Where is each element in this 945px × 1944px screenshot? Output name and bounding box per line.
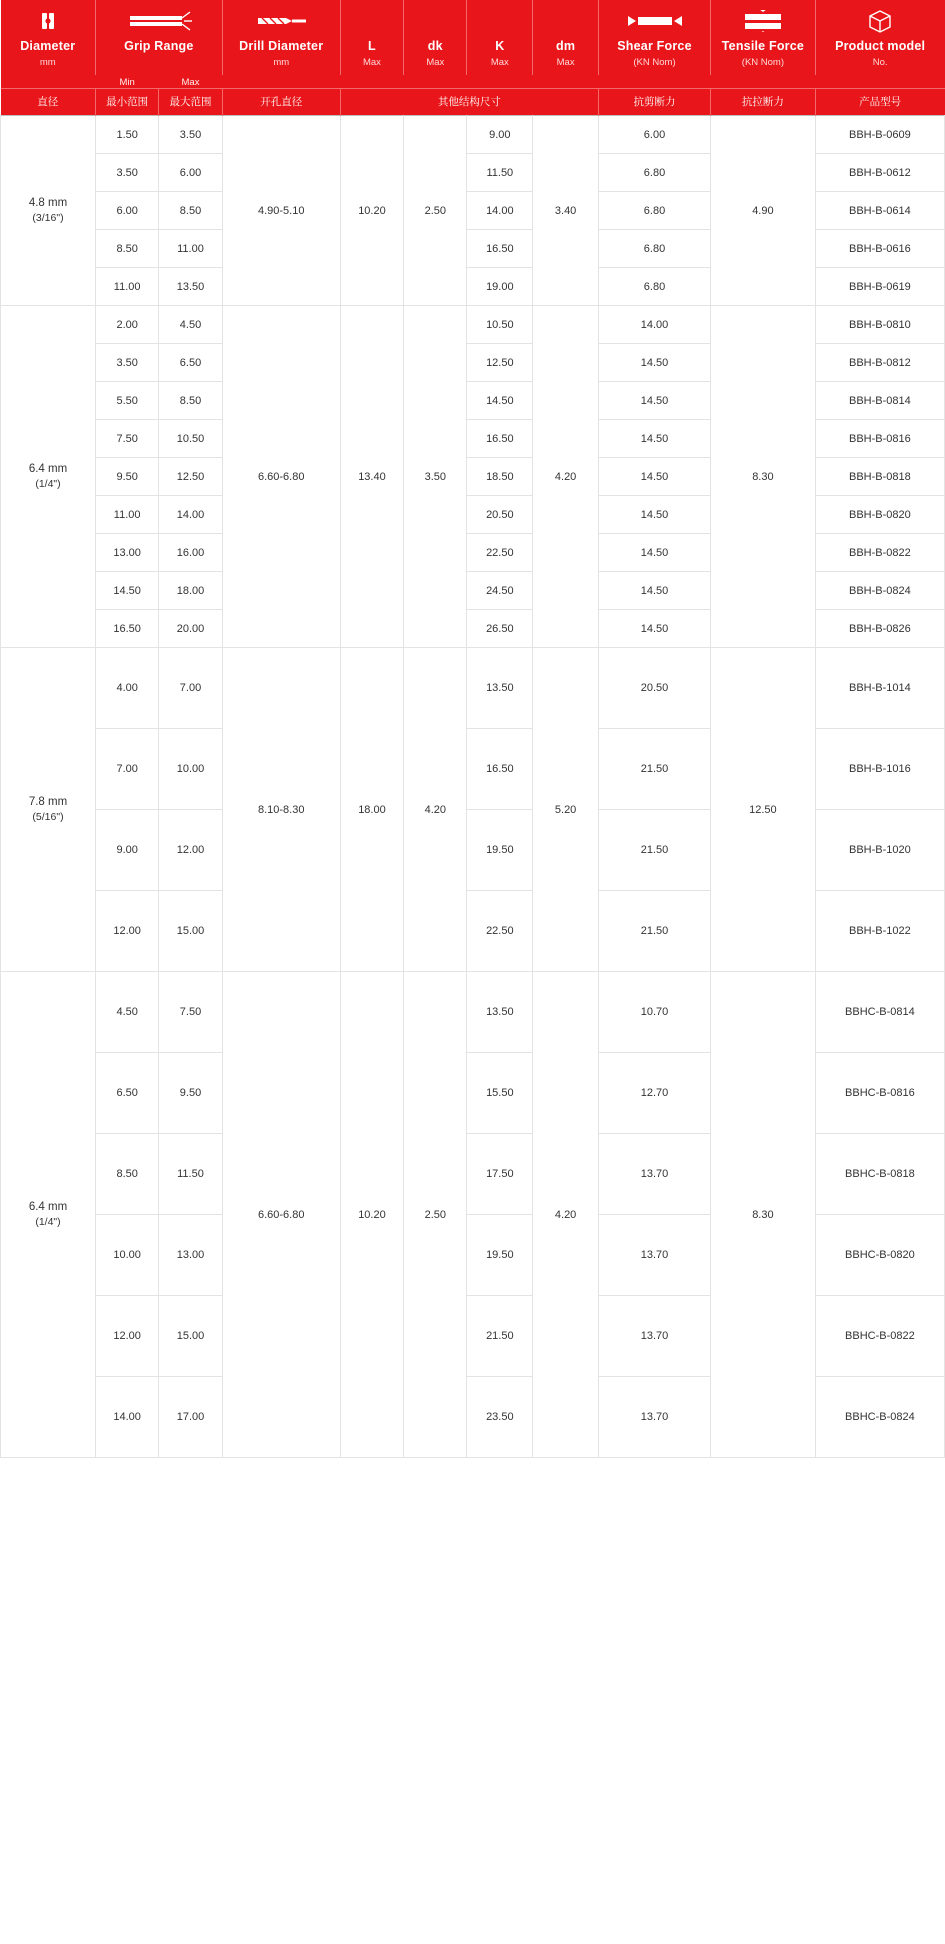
cell-diameter xyxy=(1,972,96,1458)
cell-product-model: BBH-B-0812 xyxy=(815,344,944,382)
cell-dm: 5.20 xyxy=(533,648,599,972)
cell-grip-min: 8.50 xyxy=(96,1134,159,1215)
cell-grip-max: 4.50 xyxy=(159,306,222,344)
header-cell-diameter xyxy=(1,0,96,75)
cell-dm: 3.40 xyxy=(533,116,599,306)
header-sub-diameter: mm xyxy=(39,57,56,68)
header-title-product-model: Product model xyxy=(835,39,926,53)
cell-diameter xyxy=(1,116,96,306)
header-title-drill-diameter: Drill Diameter xyxy=(239,39,324,53)
cell-grip-min: 9.50 xyxy=(96,458,159,496)
header-row-chinese xyxy=(1,89,945,116)
diameter-value: 7.8 mm xyxy=(28,796,68,808)
cell-grip-min: 10.00 xyxy=(96,1215,159,1296)
cell-grip-max: 10.00 xyxy=(159,729,222,810)
cell-L: 10.20 xyxy=(340,116,403,306)
cell-length-K: 15.50 xyxy=(467,1053,533,1134)
cell-grip-min: 8.50 xyxy=(96,230,159,268)
cell-product-model: BBH-B-0814 xyxy=(815,382,944,420)
cell-grip-max: 8.50 xyxy=(159,382,222,420)
table-row xyxy=(1,648,945,729)
shear-force-icon xyxy=(601,6,708,36)
cell-length-K: 9.00 xyxy=(467,116,533,154)
header-title-dm: dm xyxy=(556,39,576,53)
cell-L: 13.40 xyxy=(340,306,403,648)
header-cn-shear-force: 抗剪断力 xyxy=(598,89,710,116)
header-row-minmax xyxy=(1,75,945,89)
header-grip-max-label: Max xyxy=(159,75,222,89)
cell-tensile-force: 8.30 xyxy=(711,306,816,648)
cell-shear-force: 14.50 xyxy=(598,496,710,534)
cell-grip-min: 11.00 xyxy=(96,496,159,534)
cell-grip-min: 12.00 xyxy=(96,1296,159,1377)
minmax-spacer-K xyxy=(467,75,533,89)
cell-length-K: 21.50 xyxy=(467,1296,533,1377)
cell-grip-min: 7.00 xyxy=(96,729,159,810)
cell-grip-max: 12.50 xyxy=(159,458,222,496)
header-sub-dm: Max xyxy=(556,57,575,68)
diameter-imperial: (5/16") xyxy=(32,811,64,823)
minmax-spacer-L xyxy=(340,75,403,89)
header-sub-L: Max xyxy=(362,57,381,68)
cell-length-K: 19.50 xyxy=(467,810,533,891)
cell-shear-force: 13.70 xyxy=(598,1377,710,1458)
minmax-spacer-diameter xyxy=(1,75,96,89)
cell-drill-diameter: 6.60-6.80 xyxy=(222,306,340,648)
cell-grip-max: 7.50 xyxy=(159,972,222,1053)
cell-shear-force: 14.50 xyxy=(598,420,710,458)
cell-product-model: BBHC-B-0824 xyxy=(815,1377,944,1458)
header-row-english xyxy=(1,0,945,75)
header-title-tensile-force: Tensile Force xyxy=(721,39,805,53)
cell-shear-force: 14.00 xyxy=(598,306,710,344)
header-cn-drill-diameter: 开孔直径 xyxy=(222,89,340,116)
cell-product-model: BBH-B-0619 xyxy=(815,268,944,306)
cell-shear-force: 13.70 xyxy=(598,1134,710,1215)
cell-grip-min: 3.50 xyxy=(96,154,159,192)
cell-length-K: 19.00 xyxy=(467,268,533,306)
cell-length-K: 13.50 xyxy=(467,648,533,729)
minmax-spacer-dk xyxy=(404,75,467,89)
minmax-spacer-shear xyxy=(598,75,710,89)
header-sub-product-model: No. xyxy=(872,57,888,68)
cell-shear-force: 10.70 xyxy=(598,972,710,1053)
cell-drill-diameter: 8.10-8.30 xyxy=(222,648,340,972)
header-cell-dm xyxy=(533,0,599,75)
cell-grip-max: 17.00 xyxy=(159,1377,222,1458)
cell-shear-force: 12.70 xyxy=(598,1053,710,1134)
cell-length-K: 14.00 xyxy=(467,192,533,230)
cell-product-model: BBH-B-0824 xyxy=(815,572,944,610)
cell-shear-force: 14.50 xyxy=(598,382,710,420)
cell-length-K: 11.50 xyxy=(467,154,533,192)
header-title-diameter: Diameter xyxy=(20,39,76,53)
cell-length-K: 22.50 xyxy=(467,534,533,572)
cell-grip-min: 3.50 xyxy=(96,344,159,382)
cell-product-model: BBHC-B-0816 xyxy=(815,1053,944,1134)
cell-grip-min: 14.00 xyxy=(96,1377,159,1458)
cell-shear-force: 14.50 xyxy=(598,610,710,648)
minmax-spacer-dm xyxy=(533,75,599,89)
header-grip-min-label: Min xyxy=(96,75,159,89)
header-sub-shear-force: (KN Nom) xyxy=(633,57,676,68)
cell-grip-max: 7.00 xyxy=(159,648,222,729)
header-cn-other-dimensions: 其他结构尺寸 xyxy=(340,89,598,116)
header-sub-dk: Max xyxy=(426,57,445,68)
cell-grip-max: 13.00 xyxy=(159,1215,222,1296)
cell-shear-force: 6.80 xyxy=(598,230,710,268)
table-header xyxy=(1,0,945,116)
cell-product-model: BBH-B-0612 xyxy=(815,154,944,192)
cell-L: 18.00 xyxy=(340,648,403,972)
cell-shear-force: 21.50 xyxy=(598,891,710,972)
cell-shear-force: 14.50 xyxy=(598,458,710,496)
header-title-grip-range: Grip Range xyxy=(124,39,194,53)
cell-diameter xyxy=(1,306,96,648)
blank-icon-L xyxy=(343,6,401,36)
blank-icon-dk xyxy=(406,6,464,36)
cell-grip-max: 3.50 xyxy=(159,116,222,154)
tensile-force-icon xyxy=(713,6,813,36)
cell-grip-min: 13.00 xyxy=(96,534,159,572)
cell-length-K: 16.50 xyxy=(467,230,533,268)
cell-grip-max: 8.50 xyxy=(159,192,222,230)
cell-product-model: BBH-B-1014 xyxy=(815,648,944,729)
table-body xyxy=(1,116,945,1458)
cell-dm: 4.20 xyxy=(533,306,599,648)
cell-product-model: BBH-B-0820 xyxy=(815,496,944,534)
diameter-value: 6.4 mm xyxy=(28,1201,68,1213)
cell-grip-min: 12.00 xyxy=(96,891,159,972)
table-row xyxy=(1,306,945,344)
cell-diameter xyxy=(1,648,96,972)
header-title-shear-force: Shear Force xyxy=(617,39,692,53)
cell-shear-force: 13.70 xyxy=(598,1296,710,1377)
cell-length-K: 20.50 xyxy=(467,496,533,534)
cell-length-K: 22.50 xyxy=(467,891,533,972)
table-row xyxy=(1,972,945,1053)
cell-product-model: BBH-B-0816 xyxy=(815,420,944,458)
cell-shear-force: 6.80 xyxy=(598,192,710,230)
cell-product-model: BBH-B-0810 xyxy=(815,306,944,344)
cell-product-model: BBH-B-1022 xyxy=(815,891,944,972)
cell-length-K: 18.50 xyxy=(467,458,533,496)
header-cell-grip-range xyxy=(96,0,223,75)
diameter-value: 6.4 mm xyxy=(28,463,68,475)
minmax-spacer-model xyxy=(815,75,944,89)
cell-product-model: BBH-B-1016 xyxy=(815,729,944,810)
cell-product-model: BBH-B-1020 xyxy=(815,810,944,891)
header-cn-diameter: 直径 xyxy=(1,89,96,116)
cell-shear-force: 14.50 xyxy=(598,344,710,382)
cell-grip-min: 14.50 xyxy=(96,572,159,610)
cell-length-K: 12.50 xyxy=(467,344,533,382)
header-cell-K xyxy=(467,0,533,75)
header-title-K: K xyxy=(495,39,505,53)
cell-tensile-force: 12.50 xyxy=(711,648,816,972)
header-title-dk: dk xyxy=(427,39,443,53)
cell-product-model: BBH-B-0614 xyxy=(815,192,944,230)
cell-grip-min: 2.00 xyxy=(96,306,159,344)
cell-length-K: 19.50 xyxy=(467,1215,533,1296)
cell-grip-max: 6.50 xyxy=(159,344,222,382)
cell-shear-force: 21.50 xyxy=(598,729,710,810)
cell-length-K: 14.50 xyxy=(467,382,533,420)
cell-length-K: 13.50 xyxy=(467,972,533,1053)
cell-length-K: 24.50 xyxy=(467,572,533,610)
blank-icon-K xyxy=(469,6,530,36)
cell-grip-min: 1.50 xyxy=(96,116,159,154)
cell-shear-force: 6.80 xyxy=(598,154,710,192)
cell-product-model: BBH-B-0822 xyxy=(815,534,944,572)
cell-grip-max: 15.00 xyxy=(159,891,222,972)
cell-drill-diameter: 4.90-5.10 xyxy=(222,116,340,306)
header-cn-grip-max: 最大范围 xyxy=(159,89,222,116)
header-cell-tensile-force xyxy=(711,0,816,75)
cell-shear-force: 14.50 xyxy=(598,534,710,572)
cell-dk: 3.50 xyxy=(404,306,467,648)
header-cn-tensile-force: 抗拉断力 xyxy=(711,89,816,116)
grip-range-icon xyxy=(98,6,220,36)
cell-length-K: 16.50 xyxy=(467,420,533,458)
cell-dm: 4.20 xyxy=(533,972,599,1458)
cell-product-model: BBHC-B-0818 xyxy=(815,1134,944,1215)
cell-product-model: BBH-B-0616 xyxy=(815,230,944,268)
cell-length-K: 23.50 xyxy=(467,1377,533,1458)
cell-tensile-force: 4.90 xyxy=(711,116,816,306)
header-cn-product-model: 产品型号 xyxy=(815,89,944,116)
cell-grip-max: 20.00 xyxy=(159,610,222,648)
cell-grip-max: 11.00 xyxy=(159,230,222,268)
header-cell-shear-force xyxy=(598,0,710,75)
header-cell-L xyxy=(340,0,403,75)
cell-product-model: BBHC-B-0820 xyxy=(815,1215,944,1296)
cell-grip-min: 4.50 xyxy=(96,972,159,1053)
cell-dk: 2.50 xyxy=(404,972,467,1458)
cell-length-K: 26.50 xyxy=(467,610,533,648)
cell-grip-min: 4.00 xyxy=(96,648,159,729)
cell-product-model: BBH-B-0818 xyxy=(815,458,944,496)
cell-grip-max: 18.00 xyxy=(159,572,222,610)
cell-grip-max: 10.50 xyxy=(159,420,222,458)
cell-shear-force: 13.70 xyxy=(598,1215,710,1296)
rivet-diameter-icon xyxy=(3,6,94,36)
diameter-imperial: (1/4") xyxy=(35,1216,61,1228)
cell-product-model: BBHC-B-0822 xyxy=(815,1296,944,1377)
cell-grip-max: 11.50 xyxy=(159,1134,222,1215)
header-cell-dk xyxy=(404,0,467,75)
cell-dk: 2.50 xyxy=(404,116,467,306)
cell-grip-min: 7.50 xyxy=(96,420,159,458)
cell-shear-force: 20.50 xyxy=(598,648,710,729)
cell-grip-max: 16.00 xyxy=(159,534,222,572)
diameter-value: 4.8 mm xyxy=(28,197,68,209)
cell-shear-force: 6.00 xyxy=(598,116,710,154)
cell-shear-force: 14.50 xyxy=(598,572,710,610)
cell-length-K: 16.50 xyxy=(467,729,533,810)
cell-length-K: 17.50 xyxy=(467,1134,533,1215)
cell-grip-max: 9.50 xyxy=(159,1053,222,1134)
cell-grip-max: 15.00 xyxy=(159,1296,222,1377)
header-cn-grip-min: 最小范围 xyxy=(96,89,159,116)
cell-grip-max: 12.00 xyxy=(159,810,222,891)
cell-length-K: 10.50 xyxy=(467,306,533,344)
header-sub-tensile-force: (KN Nom) xyxy=(741,57,785,68)
cell-drill-diameter: 6.60-6.80 xyxy=(222,972,340,1458)
header-cell-product-model xyxy=(815,0,944,75)
cell-dk: 4.20 xyxy=(404,648,467,972)
cell-shear-force: 6.80 xyxy=(598,268,710,306)
drill-bit-icon xyxy=(225,6,338,36)
cell-product-model: BBH-B-0826 xyxy=(815,610,944,648)
cell-tensile-force: 8.30 xyxy=(711,972,816,1458)
table-row xyxy=(1,116,945,154)
header-sub-drill-diameter: mm xyxy=(273,57,290,68)
cell-grip-min: 6.00 xyxy=(96,192,159,230)
cell-grip-min: 16.50 xyxy=(96,610,159,648)
cell-product-model: BBHC-B-0814 xyxy=(815,972,944,1053)
diameter-imperial: (1/4") xyxy=(35,478,61,490)
cell-grip-max: 14.00 xyxy=(159,496,222,534)
cell-grip-min: 5.50 xyxy=(96,382,159,420)
blank-icon-dm xyxy=(535,6,596,36)
header-cell-drill-diameter xyxy=(222,0,340,75)
cell-grip-min: 11.00 xyxy=(96,268,159,306)
cell-grip-max: 6.00 xyxy=(159,154,222,192)
minmax-spacer-tensile xyxy=(711,75,816,89)
header-sub-K: Max xyxy=(490,57,509,68)
cell-shear-force: 21.50 xyxy=(598,810,710,891)
cell-product-model: BBH-B-0609 xyxy=(815,116,944,154)
cell-grip-max: 13.50 xyxy=(159,268,222,306)
header-title-L: L xyxy=(368,39,376,53)
cell-L: 10.20 xyxy=(340,972,403,1458)
product-box-icon xyxy=(818,6,943,36)
cell-grip-min: 6.50 xyxy=(96,1053,159,1134)
diameter-imperial: (3/16") xyxy=(32,212,64,224)
cell-grip-min: 9.00 xyxy=(96,810,159,891)
minmax-spacer-drill xyxy=(222,75,340,89)
